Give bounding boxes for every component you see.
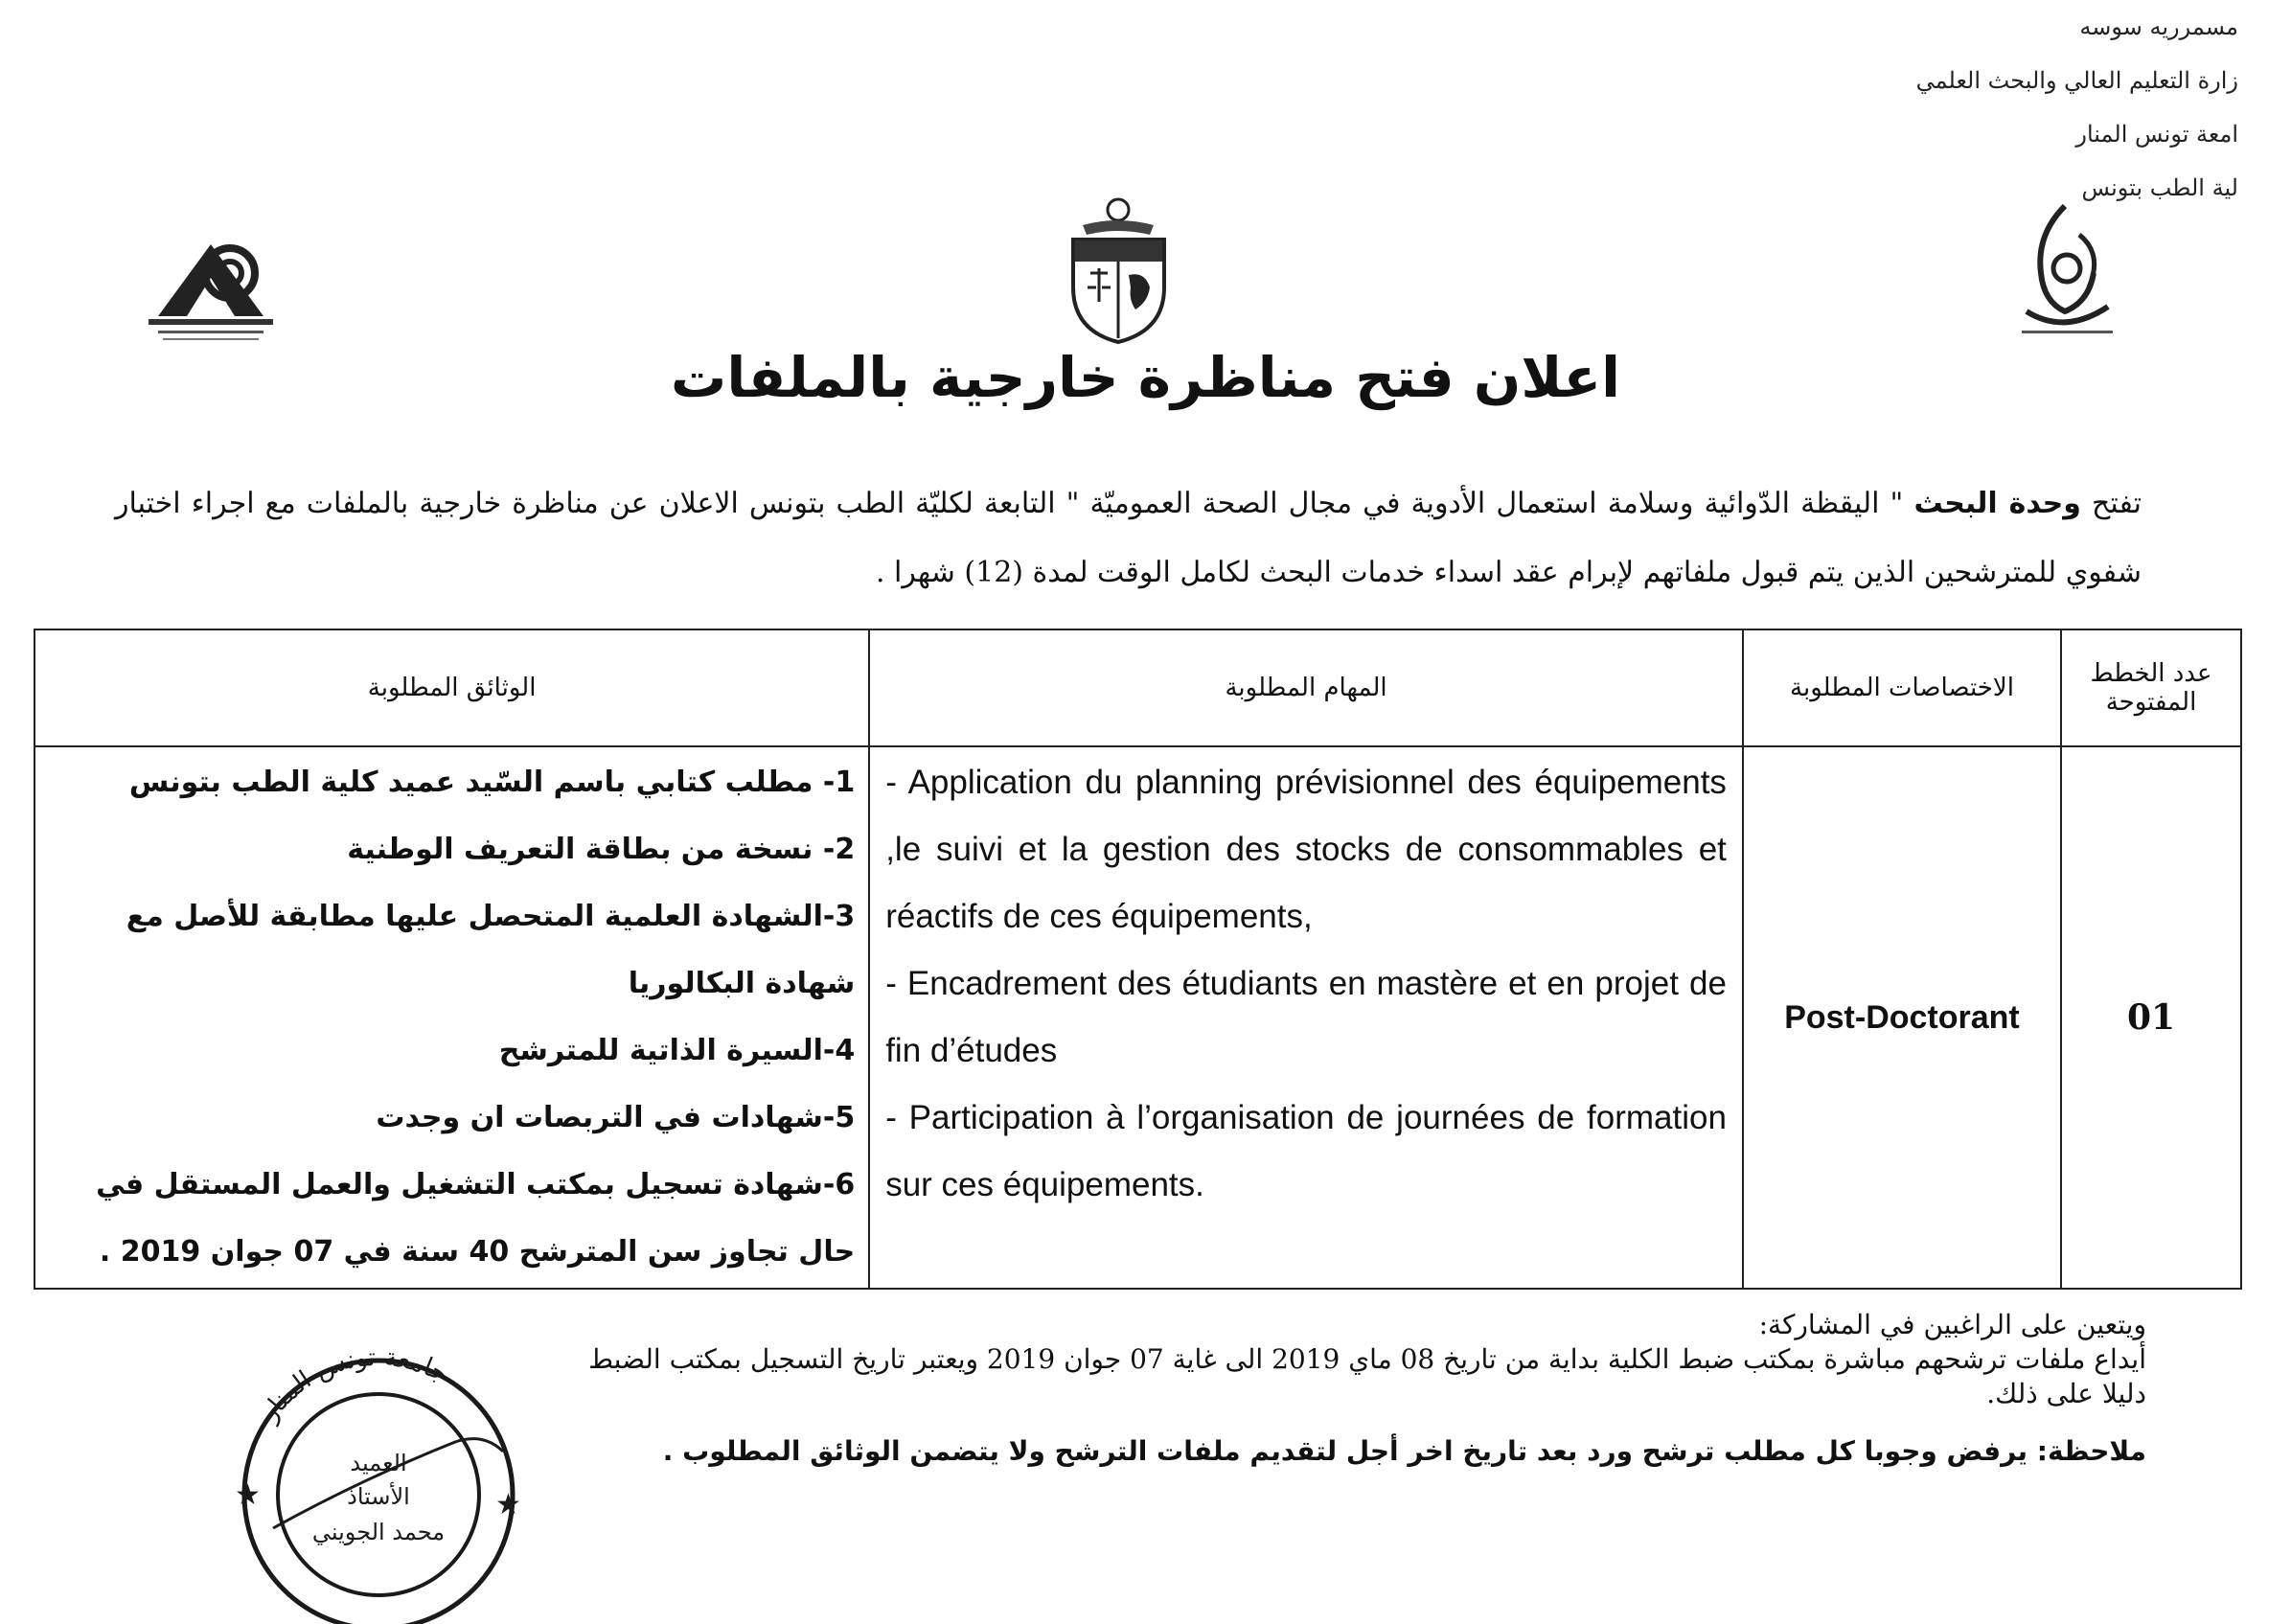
page-title: اعلان فتح مناظرة خارجية بالملفات [671,345,1620,410]
stamp-star-icon: ★ [495,1488,521,1521]
stamp-title: العميد [350,1450,407,1476]
documents-cell [34,746,869,1289]
coat-of-arms-icon [1054,196,1183,345]
table-header-row [34,629,2241,746]
header-count: عدد الخطط المفتوحة [2061,629,2241,746]
ministry-header [1740,0,2238,215]
positions-table [34,629,2242,1290]
task-item: - Participation à l’organisation de journées de formation sur ces équipements. [885,1099,1727,1203]
document-item: 5-شهادات في التربصات ان وجدت [376,1101,856,1134]
header-line: زارة التعليم العالي والبحث العلمي [1915,67,2238,94]
footer-note: ملاحظة: يرفض وجوبا كل مطلب ترشح ورد بعد تاريخ اخر أجل لتقديم ملفات الترشح ولا يتضمن الوثائق المطلوب . [662,1435,2146,1467]
header-tasks: المهام المطلوبة [869,629,1743,746]
document-item: 4-السيرة الذاتية للمترشح [498,1034,856,1067]
task-item: - Encadrement des étudiants en mastère et en projet de fin d’études [885,965,1727,1069]
stamp-outer-text [254,1343,452,1429]
header-specialty: الاختصاصات المطلوبة [1743,629,2061,746]
university-logo [139,225,283,350]
table-row [34,746,2241,1289]
tasks-cell [869,746,1743,1289]
document-item: 1- مطلب كتابي باسم السّيد عميد كلية الطب بتونس [128,766,856,799]
footer-line1: ويتعين على الراغبين في المشاركة: [1758,1309,2146,1340]
intro-part2: " اليقظة الدّوائية وسلامة استعمال الأدوية في مجال الصحة العموميّة " التابعة لكليّة الطب بتونس الاعلان عن مناظرة خارجية بالملفات مع اجراء اختبار شفوي للمترشحين الذين يتم قبول ملفاتهم لإبرام عقد اسداء خدمات البحث لكامل الوقت لمدة (12) شهرا . [115,487,2142,589]
intro-part1: تفتح [2092,487,2142,520]
faculty-logo [1998,196,2132,345]
document-item: 3-الشهادة العلمية المتحصل عليها مطابقة للأصل مع شهادة البكالوريا [126,900,856,1000]
footer-line2: أيداع ملفات ترشحهم مباشرة بمكتب ضبط الكلية بداية من تاريخ 08 ماي 2019 الى غاية 07 جوان 2019 ويعتبر تاريخ التسجيل بمكتب الضبط دليلا على ذلك. [588,1343,2146,1409]
header-line: لية الطب بتونس [2081,174,2238,201]
positions-count: 01 [2061,746,2241,1289]
stamp-rank: الأستاذ [347,1483,410,1510]
header-documents: الوثائق المطلوبة [34,629,869,746]
stamp-name: محمد الجويني [311,1519,446,1545]
task-item: - Application du planning prévisionnel des équipements ,le suivi et la gestion des stocks de consommables et réactifs de ces équipements, [885,764,1727,935]
official-stamp [216,1337,541,1624]
footer-notes [537,1308,2146,1469]
intro-paragraph [115,469,2142,607]
document-item: 2- نسخة من بطاقة التعريف الوطنية [347,833,856,866]
research-unit-label: وحدة البحث [1913,487,2081,520]
header-line: امعة تونس المنار [2075,121,2238,148]
specialty-value: Post-Doctorant [1743,746,2061,1289]
document-item: 6-شهادة تسجيل بمكتب التشغيل والعمل المستقل في حال تجاوز سن المترشح 40 سنة في 07 جوان 2019 . [96,1168,856,1269]
header-line: مسمرریه سوسه [2079,13,2238,40]
stamp-star-icon: ★ [235,1478,261,1512]
stamp-outer-path: جامعة تونس المنار [255,1342,453,1428]
